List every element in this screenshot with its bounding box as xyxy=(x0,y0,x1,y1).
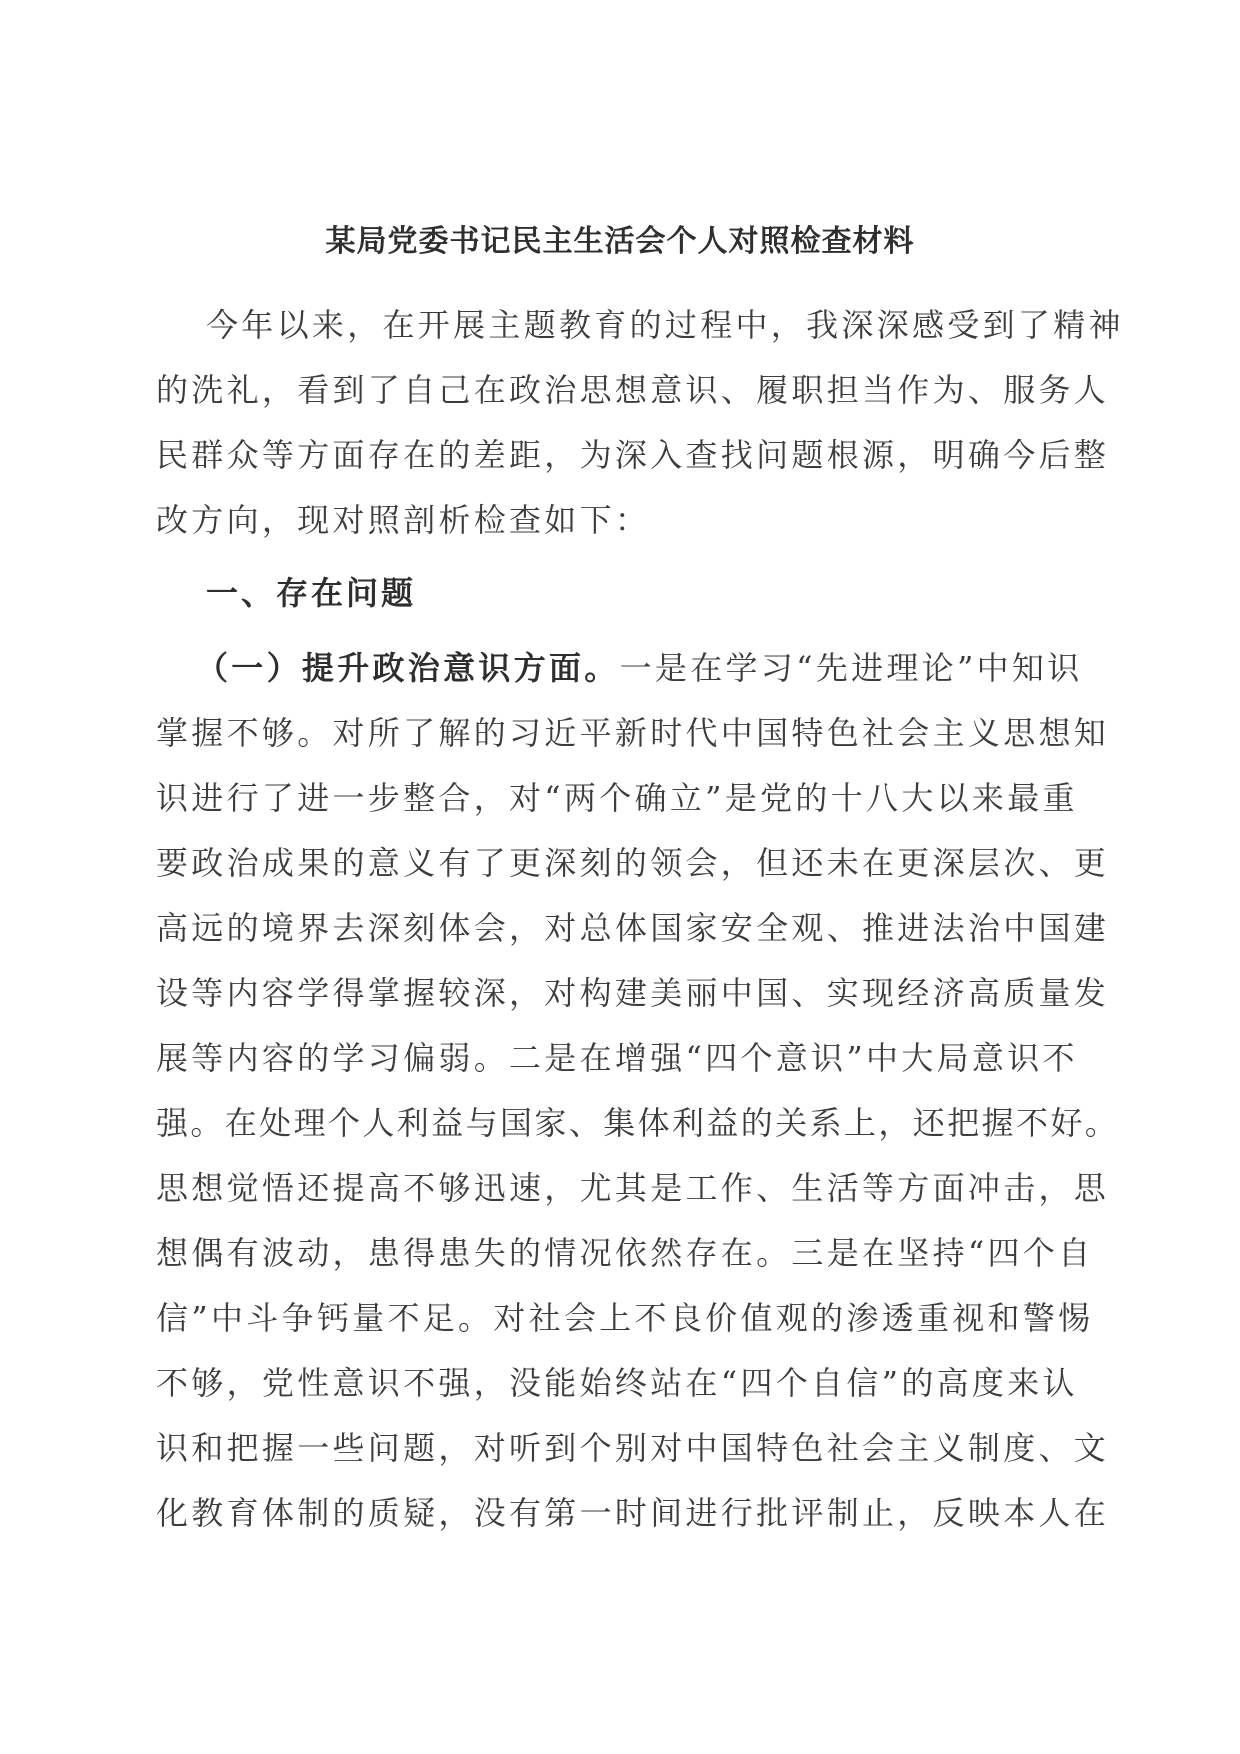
body-line: 信”中斗争钙量不足。对社会上不良价值观的渗透重视和警惕 xyxy=(156,1299,1094,1337)
subsection-heading: （一）提升政治意识方面。 xyxy=(196,649,620,687)
intro-line: 民群众等方面存在的差距，为深入查找问题根源，明确今后整 xyxy=(156,436,1110,474)
body-line: 识进行了进一步整合，对“两个确立”是党的十八大以来最重 xyxy=(156,779,1078,817)
subsection-first-line xyxy=(196,648,1083,688)
subsection-first-line-text: 一是在学习“先进理论”中知识 xyxy=(619,649,1083,687)
body-line: 化教育体制的质疑，没有第一时间进行批评制止，反映本人在 xyxy=(156,1494,1110,1532)
body-line: 想偶有波动，患得患失的情况依然存在。三是在坚持“四个自 xyxy=(156,1234,1094,1272)
section-heading: 一、存在问题 xyxy=(206,574,417,612)
intro-line: 改方向，现对照剖析检查如下： xyxy=(156,501,651,539)
body-line: 不够，党性意识不强，没能始终站在“四个自信”的高度来认 xyxy=(156,1364,1078,1402)
body-line: 展等内容的学习偏弱。二是在增强“四个意识”中大局意识不 xyxy=(156,1039,1078,1077)
body-line: 要政治成果的意义有了更深刻的领会，但还未在更深层次、更 xyxy=(156,844,1110,882)
intro-line: 的洗礼，看到了自己在政治思想意识、履职担当作为、服务人 xyxy=(156,371,1110,409)
document-title: 某局党委书记民主生活会个人对照检查材料 xyxy=(325,224,915,259)
body-line: 设等内容学得掌握较深，对构建美丽中国、实现经济高质量发 xyxy=(156,974,1110,1012)
body-line: 强。在处理个人利益与国家、集体利益的关系上，还把握不好。 xyxy=(156,1104,1120,1142)
intro-line: 今年以来，在开展主题教育的过程中，我深深感受到了精神 xyxy=(206,306,1124,344)
body-line: 高远的境界去深刻体会，对总体国家安全观、推进法治中国建 xyxy=(156,909,1110,947)
body-line: 掌握不够。对所了解的习近平新时代中国特色社会主义思想知 xyxy=(156,714,1110,752)
body-line: 思想觉悟还提高不够迅速，尤其是工作、生活等方面冲击，思 xyxy=(156,1169,1110,1207)
body-line: 识和把握一些问题，对听到个别对中国特色社会主义制度、文 xyxy=(156,1429,1110,1467)
